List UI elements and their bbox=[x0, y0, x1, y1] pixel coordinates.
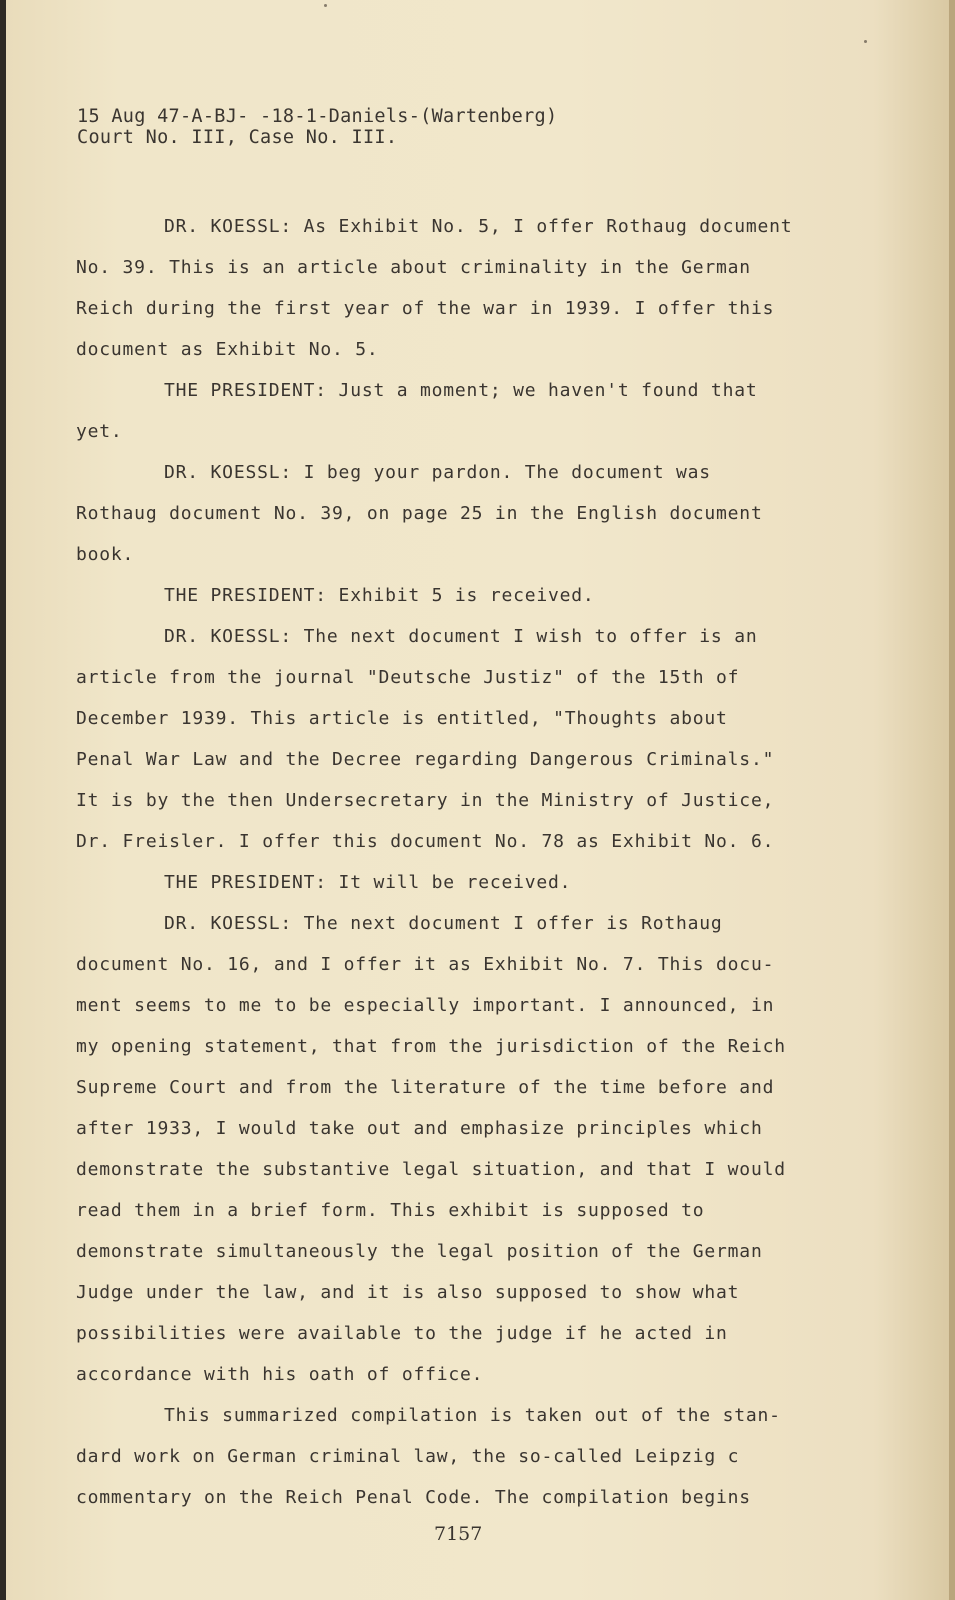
transcript-line: Rothaug document No. 39, on page 25 in the English document bbox=[76, 503, 763, 524]
transcript-line: THE PRESIDENT: Exhibit 5 is received. bbox=[164, 585, 595, 606]
transcript-line: No. 39. This is an article about criminality in the German bbox=[76, 257, 751, 278]
transcript-line: demonstrate simultaneously the legal position of the German bbox=[76, 1241, 763, 1262]
transcript-line: ment seems to me to be especially important. I announced, in bbox=[76, 995, 775, 1016]
transcript-line: book. bbox=[76, 544, 135, 565]
transcript-line: DR. KOESSL: As Exhibit No. 5, I offer Rothaug document bbox=[164, 216, 793, 237]
transcript-line: article from the journal "Deutsche Justiz" of the 15th of bbox=[76, 667, 740, 688]
transcript-line: accordance with his oath of office. bbox=[76, 1364, 484, 1385]
transcript-line: Reich during the first year of the war in 1939. I offer this bbox=[76, 298, 775, 319]
transcript-line: Supreme Court and from the literature of the time before and bbox=[76, 1077, 775, 1098]
transcript-line: Dr. Freisler. I offer this document No. 78 as Exhibit No. 6. bbox=[76, 831, 775, 852]
transcript-line: possibilities were available to the judge if he acted in bbox=[76, 1323, 728, 1344]
transcript-line: yet. bbox=[76, 421, 123, 442]
transcript-line: my opening statement, that from the jurisdiction of the Reich bbox=[76, 1036, 786, 1057]
transcript-line: demonstrate the substantive legal situation, and that I would bbox=[76, 1159, 786, 1180]
transcript-line: December 1939. This article is entitled, "Thoughts about bbox=[76, 708, 728, 729]
paper-speck bbox=[324, 4, 327, 7]
transcript-line: It is by the then Undersecretary in the Ministry of Justice, bbox=[76, 790, 775, 811]
transcript-line: DR. KOESSL: The next document I offer is Rothaug bbox=[164, 913, 723, 934]
header-session-line: 15 Aug 47-A-BJ- -18-1-Daniels-(Wartenberg) bbox=[77, 106, 558, 127]
transcript-body bbox=[76, 206, 846, 1518]
transcript-line: DR. KOESSL: I beg your pardon. The document was bbox=[164, 462, 711, 483]
transcript-line: DR. KOESSL: The next document I wish to offer is an bbox=[164, 626, 758, 647]
transcript-line: THE PRESIDENT: It will be received. bbox=[164, 872, 572, 893]
transcript-line: document as Exhibit No. 5. bbox=[76, 339, 379, 360]
transcript-line: read them in a brief form. This exhibit is supposed to bbox=[76, 1200, 705, 1221]
transcript-line: document No. 16, and I offer it as Exhibit No. 7. This docu- bbox=[76, 954, 775, 975]
transcript-header bbox=[77, 106, 557, 148]
paper-speck bbox=[864, 40, 867, 43]
page-number: 7157 bbox=[434, 1523, 483, 1545]
transcript-line: dard work on German criminal law, the so-called Leipzig c bbox=[76, 1446, 740, 1467]
transcript-line: This summarized compilation is taken out of the stan- bbox=[164, 1405, 781, 1426]
transcript-line: commentary on the Reich Penal Code. The compilation begins bbox=[76, 1487, 751, 1508]
header-court-line: Court No. III, Case No. III. bbox=[77, 127, 398, 148]
document-page bbox=[6, 0, 955, 1600]
transcript-line: THE PRESIDENT: Just a moment; we haven't found that bbox=[164, 380, 758, 401]
transcript-line: Penal War Law and the Decree regarding Dangerous Criminals." bbox=[76, 749, 775, 770]
transcript-line: Judge under the law, and it is also supposed to show what bbox=[76, 1282, 740, 1303]
transcript-line: after 1933, I would take out and emphasize principles which bbox=[76, 1118, 763, 1139]
